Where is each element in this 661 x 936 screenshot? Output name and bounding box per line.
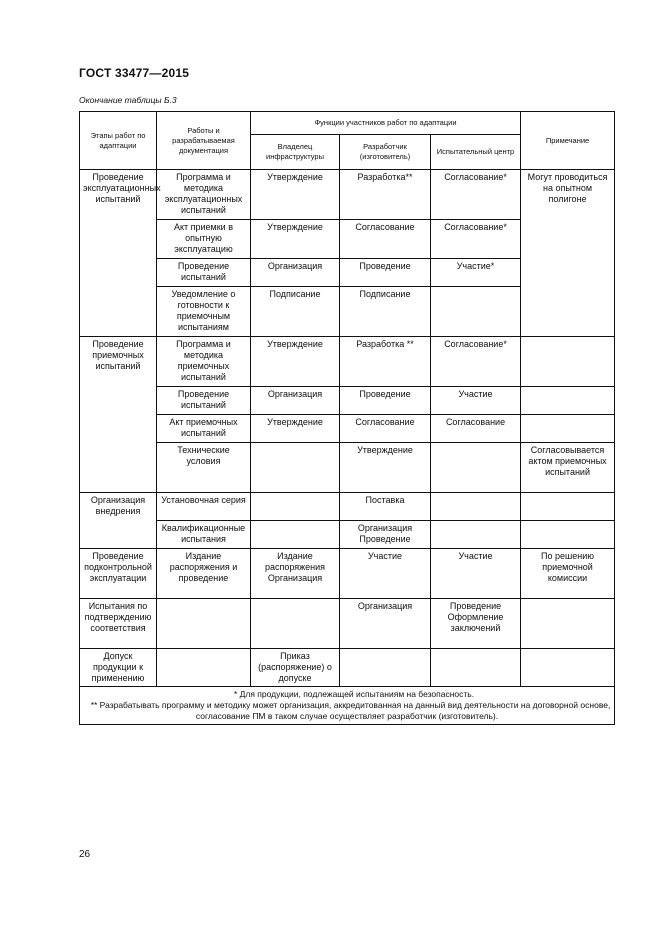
- work-cell: Проведение испытаний: [157, 387, 251, 415]
- work-cell: Технические условия: [157, 443, 251, 493]
- testing-cell: [431, 287, 521, 337]
- developer-cell: Организация: [340, 599, 431, 649]
- header-works: Работы и разрабатываемая документация: [157, 112, 251, 170]
- developer-cell: Проведение: [340, 259, 431, 287]
- note-cell: [521, 521, 615, 549]
- developer-cell: Разработка**: [340, 170, 431, 220]
- note-cell: [521, 599, 615, 649]
- stage-cell: Проведение приемочных испытаний: [80, 337, 157, 493]
- owner-cell: Утверждение: [251, 170, 340, 220]
- note-cell: [521, 387, 615, 415]
- note-cell: [521, 337, 615, 387]
- owner-cell: [251, 493, 340, 521]
- owner-cell: [251, 443, 340, 493]
- stage-cell: Испытания по подтверждению соответствия: [80, 599, 157, 649]
- developer-cell: [340, 649, 431, 687]
- footnotes-row: [80, 687, 615, 725]
- owner-cell: Приказ (распоряжение) о допуске: [251, 649, 340, 687]
- stage-cell: Организация внедрения: [80, 493, 157, 549]
- header-note: Примечание: [521, 112, 615, 170]
- header-testing: Испытательный центр: [431, 135, 521, 170]
- testing-cell: Участие*: [431, 259, 521, 287]
- work-cell: Уведомление о готовности к приемочным испытаниям: [157, 287, 251, 337]
- note-cell: [521, 415, 615, 443]
- footnotes-cell: [80, 687, 615, 725]
- footnote-1: * Для продукции, подлежащей испытаниям на безопасность.: [233, 689, 475, 699]
- stage-cell: Проведение эксплуатационных испытаний: [80, 170, 157, 337]
- work-cell: Программа и методика эксплуатационных испытаний: [157, 170, 251, 220]
- work-cell: Издание распоряжения и проведение: [157, 549, 251, 599]
- note-cell: [521, 649, 615, 687]
- owner-cell: [251, 521, 340, 549]
- header-stages: Этапы работ по адаптации: [80, 112, 157, 170]
- owner-cell: Подписание: [251, 287, 340, 337]
- testing-cell: Участие: [431, 387, 521, 415]
- developer-cell: Согласование: [340, 220, 431, 259]
- stage-cell: Допуск продукции к применению: [80, 649, 157, 687]
- table-row: [80, 521, 615, 549]
- work-cell: Программа и методика приемочных испытаний: [157, 337, 251, 387]
- work-cell: Акт приемки в опытную эксплуатацию: [157, 220, 251, 259]
- testing-cell: [431, 443, 521, 493]
- table-row: [80, 387, 615, 415]
- testing-cell: Согласование*: [431, 170, 521, 220]
- table-row: [80, 649, 615, 687]
- testing-cell: [431, 649, 521, 687]
- work-cell: [157, 649, 251, 687]
- note-cell: По решению приемочной комиссии: [521, 549, 615, 599]
- owner-cell: [251, 599, 340, 649]
- owner-cell: Организация: [251, 259, 340, 287]
- adaptation-table: [79, 111, 615, 725]
- table-row: [80, 549, 615, 599]
- testing-cell: Согласование: [431, 415, 521, 443]
- stage-cell: Проведение подконтрольной эксплуатации: [80, 549, 157, 599]
- testing-cell: Согласование*: [431, 337, 521, 387]
- developer-cell: Разработка **: [340, 337, 431, 387]
- work-cell: [157, 599, 251, 649]
- testing-cell: Проведение Оформление заключений: [431, 599, 521, 649]
- developer-cell: Проведение: [340, 387, 431, 415]
- page-number: 26: [79, 849, 91, 860]
- header-functions: Функции участников работ по адаптации: [251, 112, 521, 135]
- work-cell: Установочная серия: [157, 493, 251, 521]
- owner-cell: Организация: [251, 387, 340, 415]
- table-row: [80, 443, 615, 493]
- work-cell: Квалификационные испытания: [157, 521, 251, 549]
- testing-cell: Согласование*: [431, 220, 521, 259]
- owner-cell: Утверждение: [251, 337, 340, 387]
- testing-cell: [431, 493, 521, 521]
- table-row: [80, 170, 615, 220]
- developer-cell: Согласование: [340, 415, 431, 443]
- testing-cell: [431, 521, 521, 549]
- document-title: ГОСТ 33477—2015: [79, 66, 190, 80]
- developer-cell: Поставка: [340, 493, 431, 521]
- developer-cell: Организация Проведение: [340, 521, 431, 549]
- work-cell: Проведение испытаний: [157, 259, 251, 287]
- header-owner: Владелец инфраструктуры: [251, 135, 340, 170]
- owner-cell: Утверждение: [251, 415, 340, 443]
- note-cell: [521, 493, 615, 521]
- table-row: [80, 599, 615, 649]
- testing-cell: Участие: [431, 549, 521, 599]
- table-row: [80, 493, 615, 521]
- note-cell: Согласовывается актом приемочных испытаний: [521, 443, 615, 493]
- developer-cell: Участие: [340, 549, 431, 599]
- note-cell: Могут проводиться на опытном полигоне: [521, 170, 615, 337]
- developer-cell: Утверждение: [340, 443, 431, 493]
- table-row: [80, 337, 615, 387]
- table-caption: Окончание таблицы Б.3: [79, 95, 177, 105]
- header-developer: Разработчик (изготовитель): [340, 135, 431, 170]
- owner-cell: Издание распоряжения Организация: [251, 549, 340, 599]
- footnote-2: ** Разрабатывать программу и методику может организация, аккредитованная на данный вид деятельности на договорной основе, согласование ПМ в таком случае осуществляет разработчик (изготовитель).: [90, 700, 611, 721]
- owner-cell: Утверждение: [251, 220, 340, 259]
- table-row: [80, 415, 615, 443]
- developer-cell: Подписание: [340, 287, 431, 337]
- work-cell: Акт приемочных испытаний: [157, 415, 251, 443]
